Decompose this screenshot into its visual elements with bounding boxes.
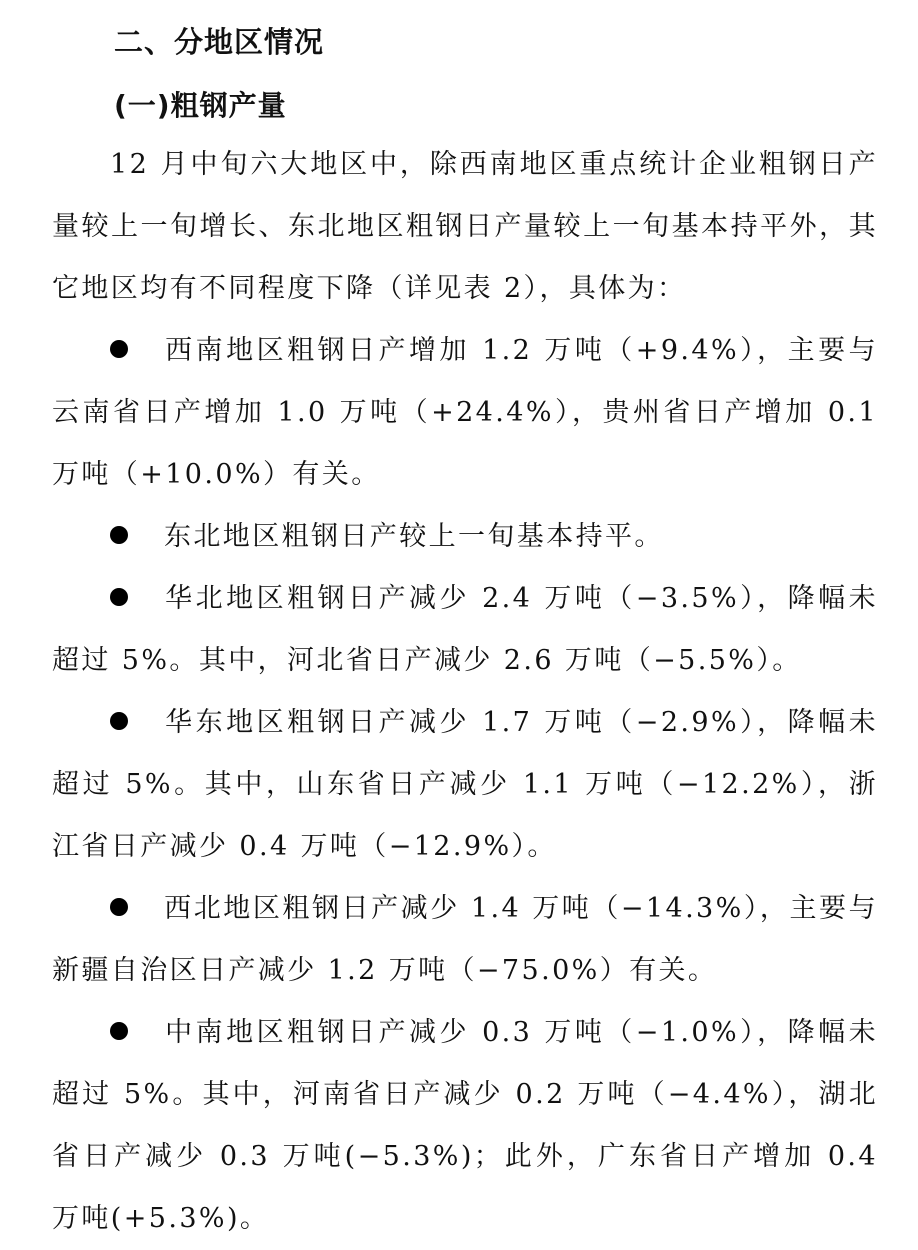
- intro-paragraph: 12 月中旬六大地区中，除西南地区重点统计企业粗钢日产量较上一旬增长、东北地区粗钢日产量较上一旬基本持平外，其它地区均有不同程度下降（详见表 2），具体为：: [52, 149, 878, 304]
- bullet-dot-icon: [110, 1022, 128, 1040]
- bullet-dot-icon: [110, 712, 128, 730]
- bullet-dot-icon: [110, 898, 128, 916]
- bullet-text: 中南地区粗钢日产减少 0.3 万吨（−1.0%），降幅未超过 5%。其中，河南省日产减少 0.2 万吨（−4.4%），湖北省日产减少 0.3 万吨(−5.3%)；此外，广东省日产增加 0.4 万吨(+5.3%)。: [52, 1017, 878, 1234]
- bullet-dot-icon: [110, 340, 128, 358]
- subsection-heading: (一)粗钢产量: [114, 89, 287, 122]
- section-heading: 二、分地区情况: [114, 25, 325, 59]
- bullet-north: [52, 568, 878, 692]
- bullet-dot-icon: [110, 526, 128, 544]
- bullet-text: 华东地区粗钢日产减少 1.7 万吨（−2.9%），降幅未超过 5%。其中，山东省日产减少 1.1 万吨（−12.2%），浙江省日产减少 0.4 万吨（−12.9%）。: [52, 707, 878, 862]
- bullet-text: 西南地区粗钢日产增加 1.2 万吨（+9.4%），主要与云南省日产增加 1.0 万吨（+24.4%），贵州省日产增加 0.1 万吨（+10.0%）有关。: [52, 335, 878, 490]
- bullet-text: 东北地区粗钢日产较上一旬基本持平。: [164, 521, 664, 552]
- bullet-text: 华北地区粗钢日产减少 2.4 万吨（−3.5%），降幅未超过 5%。其中，河北省日产减少 2.6 万吨（−5.5%）。: [52, 583, 878, 676]
- bullet-east: [52, 692, 878, 878]
- bullet-northwest: [52, 878, 878, 1002]
- bullet-central-south: [52, 1002, 878, 1250]
- bullet-northeast: [52, 506, 878, 568]
- bullet-text: 西北地区粗钢日产减少 1.4 万吨（−14.3%），主要与新疆自治区日产减少 1.2 万吨（−75.0%）有关。: [52, 893, 878, 986]
- bullet-dot-icon: [110, 588, 128, 606]
- bullet-southwest: [52, 320, 878, 506]
